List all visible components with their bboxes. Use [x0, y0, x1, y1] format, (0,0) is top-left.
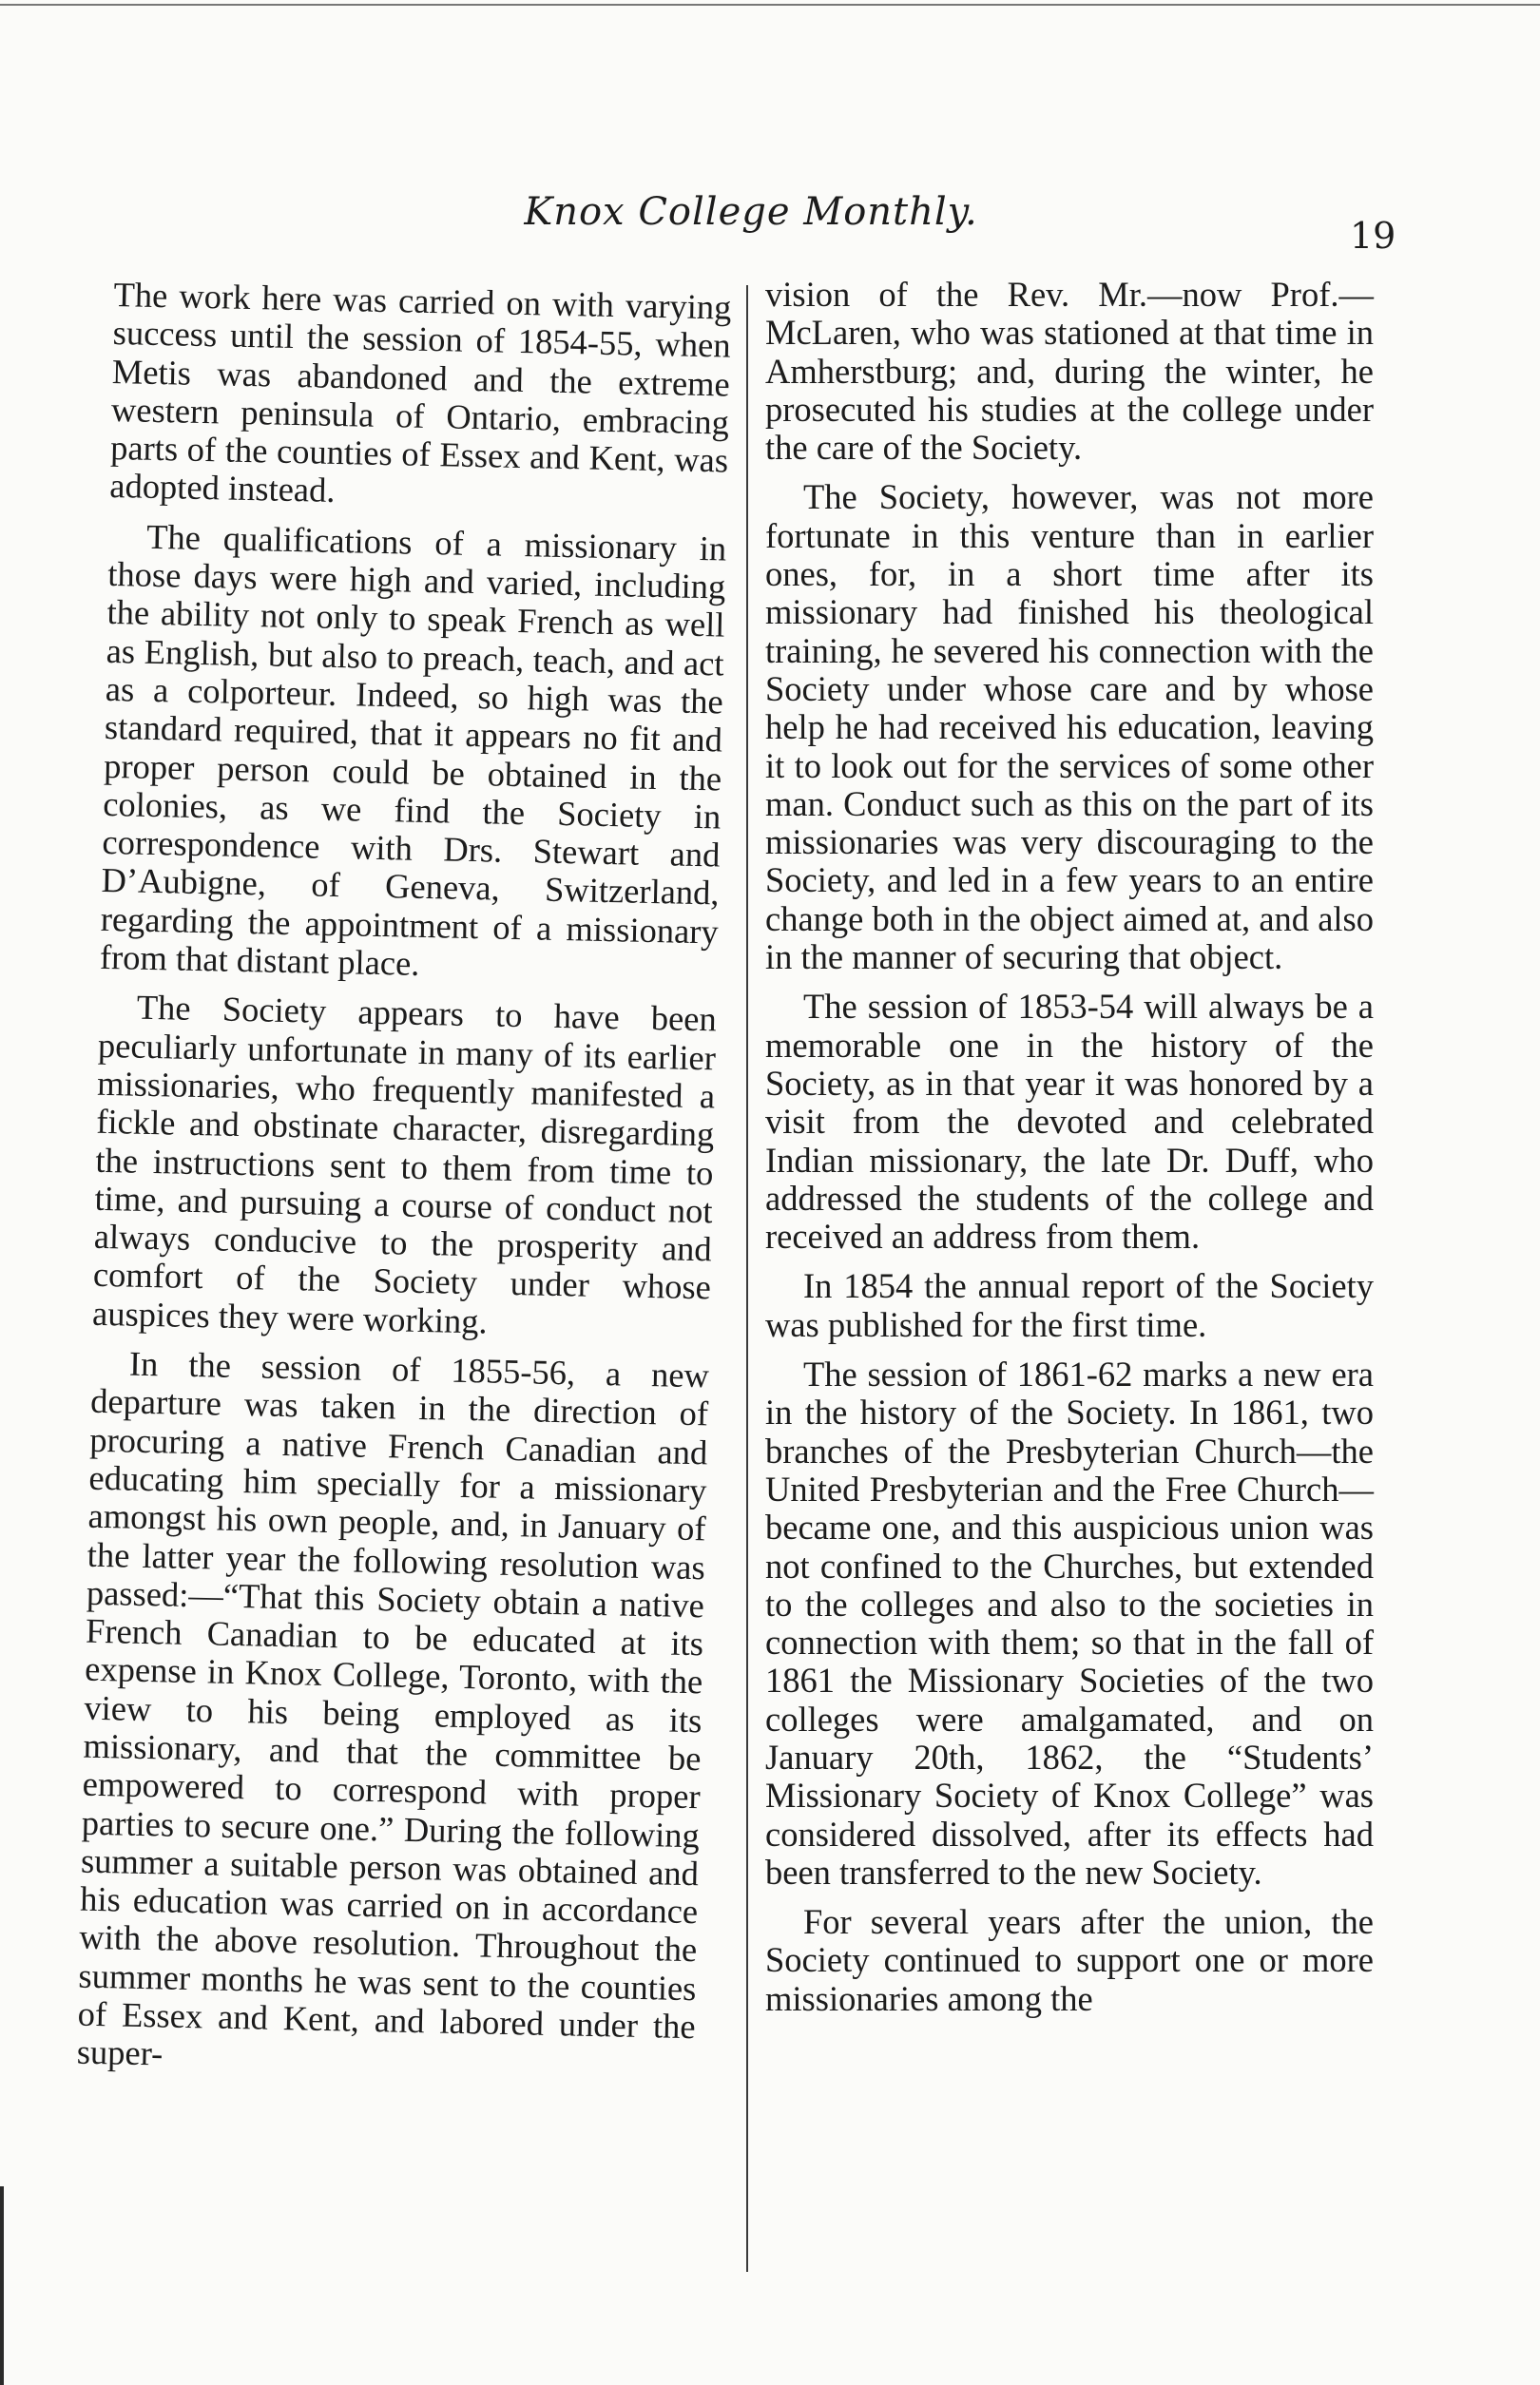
- paragraph: In 1854 the annual report of the Society was published for the first time.: [765, 1266, 1374, 1344]
- right-column: [765, 276, 1374, 2029]
- paragraph: The Society appears to have been peculiarly unfortunate in many of its earlier missionaries, who frequently manifested a fickle and obstinate character, disregarding the instructions sent to them from time to time, and pursuing a course of conduct not always conducive to the prosperity and comfort of the Society under whose auspices they were working.: [91, 988, 718, 1341]
- paragraph: vision of the Rev. Mr.—now Prof.—McLaren, who was stationed at that time in Amherstburg; and, during the winter, he prosecuted his studies at the college under the care of the Society.: [765, 275, 1374, 468]
- page-edge-shadow: [0, 2186, 4, 2385]
- paragraph: The work here was carried on with varying success until the session of 1854-55, when Metis was abandoned and the extreme western peninsula of Ontario, embracing parts of the counties of Essex and Kent, was adopted instead.: [108, 275, 732, 510]
- paragraph: For several years after the union, the Society continued to support one or more missionaries among the: [765, 1902, 1374, 2018]
- running-title: Knox College Monthly.: [524, 190, 978, 234]
- paragraph: The session of 1853-54 will always be a memorable one in the history of the Society, as in that year it was honored by a visit from the devoted and celebrated Indian missionary, the late Dr. Duff, who addressed the students of the college and received an address from them.: [765, 987, 1374, 1257]
- paragraph: The qualifications of a missionary in those days were high and varied, including the ability not only to speak French as well as English, but also to preach, teach, and act as a colporteur. Indeed, so high was the standard required, that it appears no fit and proper person could be obtained in the colonies, as we find the Society in correspondence with Drs. Stewart and D’Aubigne, of Geneva, Switzerland, regarding the appointment of a missionary from that distant place.: [99, 516, 727, 983]
- paragraph: In the session of 1855-56, a new departure was taken in the direction of procuring a native French Canadian and educating him specially for a missionary amongst his own people, and, in January of the latter year the following resolution was passed:—“That this Society obtain a native French Canadian to be educated at its expense in Knox College, Toronto, with the view to his being employed as its missionary, and that the committee be empowered to correspond with proper parties to secure one.” During the following summer a suitable person was obtained and his education was carried on in accordance with the above resolution. Throughout the summer months he was sent to the counties of Essex and Kent, and labored under the super-: [76, 1343, 710, 2073]
- page-number: 19: [1350, 215, 1396, 257]
- column-divider: [746, 285, 748, 2272]
- page-top-rule: [0, 4, 1540, 6]
- paragraph: The Society, however, was not more fortunate in this venture than in earlier ones, for, in a short time after its missionary had finished his theological training, he severed his connection with the Society under whose care and by whose help he had received his education, leaving it to look out for the services of some other man. Conduct such as this on the part of its missionaries was very discouraging to the Society, and led in a few years to an entire change both in the object aimed at, and also in the manner of securing that object.: [765, 477, 1374, 977]
- page-header: [0, 190, 1540, 257]
- paragraph: The session of 1861-62 marks a new era in the history of the Society. In 1861, two branches of the Presbyterian Church—the United Presbyterian and the Free Church—became one, and this auspicious union was not confined to the Churches, but extended to the colleges and also to the societies in connection with them; so that in the fall of 1861 the Missionary Societies of the two colleges were amalgamated, and on January 20th, 1862, the “Students’ Missionary Society of Knox College” was considered dissolved, after its effects had been transferred to the new Society.: [765, 1355, 1374, 1892]
- left-column: [76, 276, 732, 2096]
